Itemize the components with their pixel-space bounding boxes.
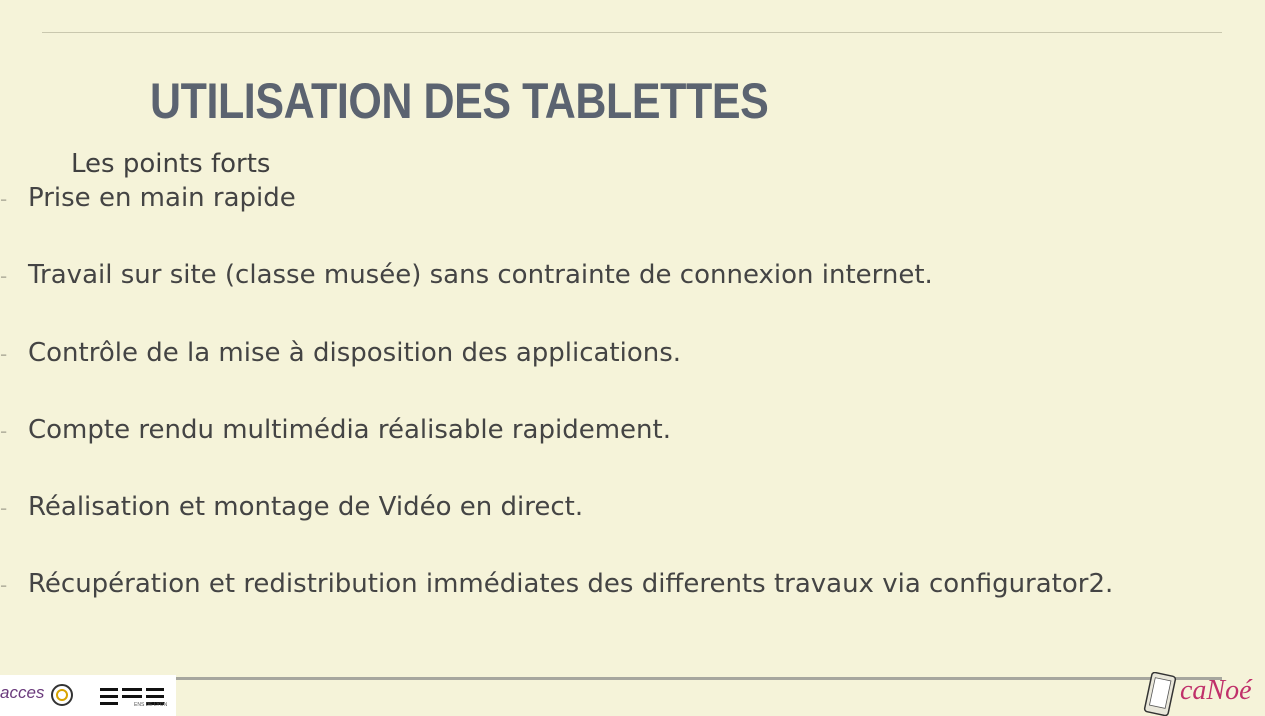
top-divider <box>42 32 1222 33</box>
bullet-item <box>0 338 681 368</box>
bullet-text: Compte rendu multimédia réalisable rapidement. <box>28 415 671 445</box>
ifr-logo-icon <box>50 683 74 707</box>
slide-subtitle: Les points forts <box>71 149 271 179</box>
tablet-icon <box>1142 672 1178 716</box>
slide-title: UTILISATION DES TABLETTES <box>150 73 769 129</box>
bullet-dash-icon: - <box>0 341 8 366</box>
bullet-text: Contrôle de la mise à disposition des applications. <box>28 338 682 368</box>
bullet-item <box>0 260 933 290</box>
bullet-text: Travail sur site (classe musée) sans contrainte de connexion internet. <box>28 260 933 290</box>
bottom-divider <box>175 677 1222 680</box>
ens-caption: ENS DE LYON <box>134 702 168 708</box>
bullet-dash-icon: - <box>0 572 8 597</box>
canoe-logo: caNoé <box>1180 675 1252 706</box>
bullet-dash-icon: - <box>0 495 8 520</box>
bullet-item <box>0 415 671 445</box>
bullet-text: Prise en main rapide <box>28 183 296 213</box>
bullet-item <box>0 569 1113 599</box>
bullet-text: Récupération et redistribution immédiates des differents travaux via configurator2. <box>28 569 1114 599</box>
bullet-item <box>0 492 583 522</box>
bullet-dash-icon: - <box>0 263 8 288</box>
bullet-text: Réalisation et montage de Vidéo en direct. <box>28 492 584 522</box>
acces-logo: acces <box>0 683 45 702</box>
bullet-dash-icon: - <box>0 186 8 211</box>
bullet-dash-icon: - <box>0 418 8 443</box>
bullet-item <box>0 183 296 213</box>
